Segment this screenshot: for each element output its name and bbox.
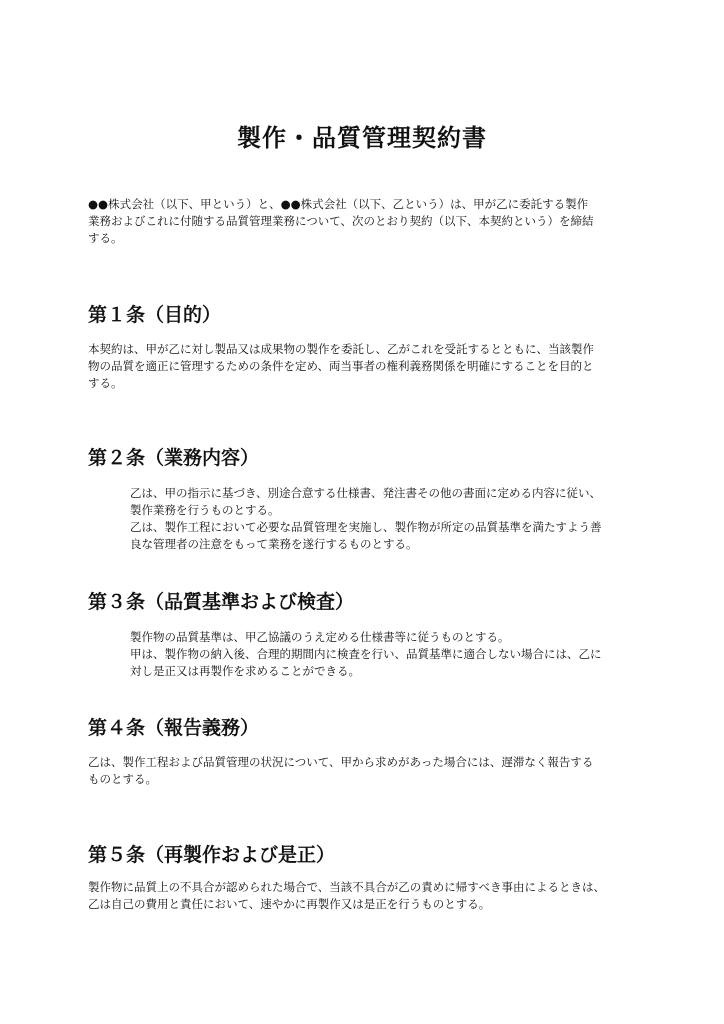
text-line: 製作業務を行うものとする。	[130, 503, 280, 517]
article-5-body	[88, 879, 648, 913]
text-line: ものとする。	[88, 772, 157, 786]
text-line: 業務およびこれに付随する品質管理業務について、次のとおり契約（以下、本契約という）を締結	[88, 214, 594, 228]
article-1-body	[88, 341, 648, 392]
article-1-heading: 第１条（目的）	[88, 304, 222, 326]
preamble	[88, 196, 648, 247]
text-line: 物の品質を適正に管理するための条件を定め、両当事者の権利義務関係を明確にすることを目的と	[88, 359, 594, 373]
text-line: する。	[88, 376, 123, 390]
text-line: ●●株式会社（以下、甲という）と、●●株式会社（以下、乙という）は、甲が乙に委託する製作	[88, 197, 589, 211]
text-line: 乙は、製作工程において必要な品質管理を実施し、製作物が所定の品質基準を満たすよう善	[130, 520, 602, 534]
text-line: する。	[88, 231, 123, 245]
text-line: 甲は、製作物の納入後、合理的期間内に検査を行い、品質基準に適合しない場合には、乙に	[130, 647, 602, 661]
article-4-heading: 第４条（報告義務）	[88, 717, 260, 739]
article-3-body	[130, 629, 650, 680]
text-line: 良な管理者の注意をもって業務を遂行するものとする。	[130, 537, 418, 551]
article-2-body	[130, 485, 650, 553]
document-title: 製作・品質管理契約書	[237, 124, 487, 152]
article-5-heading: 第５条（再製作および是正）	[88, 844, 336, 866]
text-line: 本契約は、甲が乙に対し製品又は成果物の製作を委託し、乙がこれを受託するとともに、当該製作	[88, 342, 594, 356]
text-line: 乙は自己の費用と責任において、速やかに再製作又は是正を行うものとする。	[88, 897, 491, 911]
text-line: 対し是正又は再製作を求めることができる。	[130, 664, 360, 678]
article-3-heading: 第３条（品質基準および検査）	[88, 591, 355, 613]
text-line: 乙は、製作工程および品質管理の状況について、甲から求めがあった場合には、遅滞なく報告する	[88, 755, 594, 769]
text-line: 製作物の品質基準は、甲乙協議のうえ定める仕様書等に従うものとする。	[130, 630, 510, 644]
article-4-body	[88, 754, 648, 788]
article-2-heading: 第２条（業務内容）	[88, 447, 260, 469]
text-line: 製作物に品質上の不具合が認められた場合で、当該不具合が乙の責めに帰すべき事由によるときは、	[88, 880, 606, 894]
text-line: 乙は、甲の指示に基づき、別途合意する仕様書、発注書その他の書面に定める内容に従い、	[130, 486, 602, 500]
